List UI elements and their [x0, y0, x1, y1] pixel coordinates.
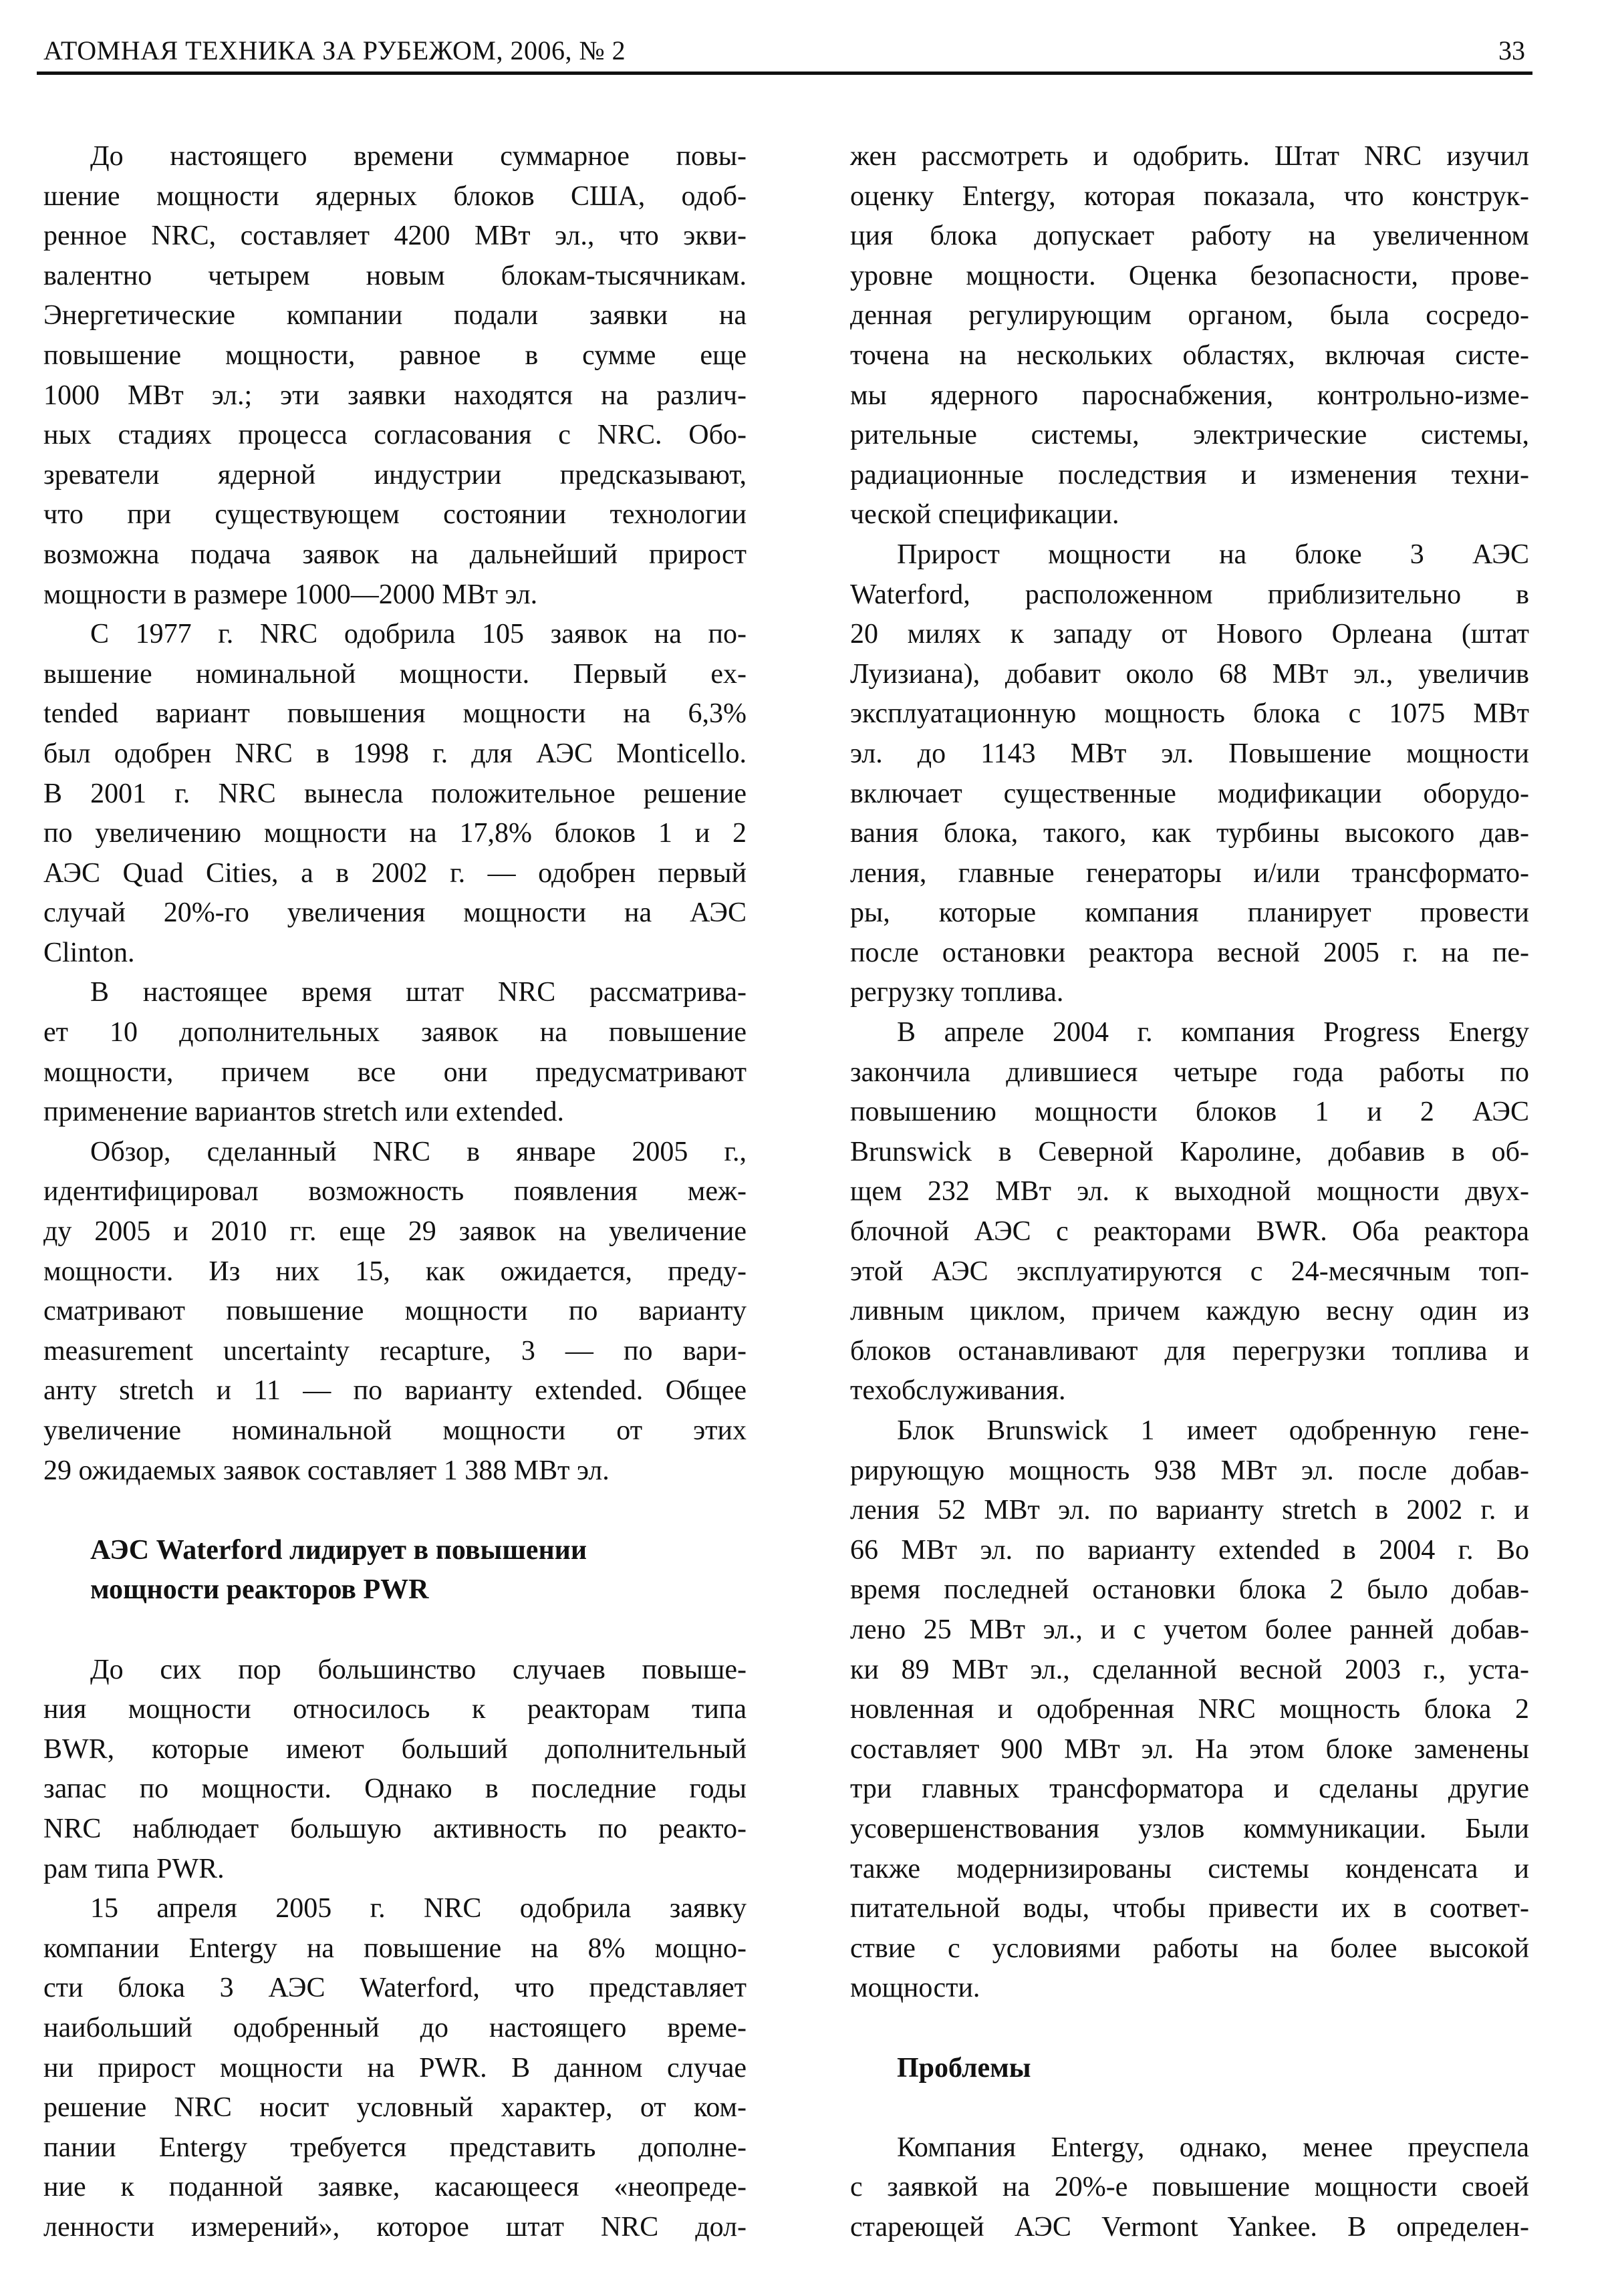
- section-heading: [850, 2049, 1529, 2089]
- text-line: что при существующем состоянии технологии: [43, 499, 747, 531]
- text-line: Компания Entergy, однако, менее преуспела: [897, 2132, 1529, 2163]
- text-line: Луизиана), добавит около 68 МВт эл., увеличив: [850, 658, 1529, 690]
- text-line: время последней остановки блока 2 было добав-: [850, 1574, 1529, 1606]
- text-line: мощности в размере 1000—2000 МВт эл.: [43, 579, 538, 610]
- text-line: рам типа PWR.: [43, 1853, 225, 1884]
- text-line: мощности.: [850, 1973, 980, 2004]
- text-line: три главных трансформатора и сделаны другие: [850, 1773, 1529, 1805]
- paragraph: [43, 973, 747, 1132]
- left-column: [43, 137, 747, 2247]
- text-line: ция блока допускает работу на увеличенном: [850, 221, 1529, 252]
- text-line: блочной АЭС с реакторами BWR. Оба реактора: [850, 1216, 1529, 1248]
- text-line: увеличение номинальной мощности от этих: [43, 1415, 747, 1446]
- text-line: В 2001 г. NRC вынесла положительное решение: [43, 778, 747, 809]
- text-line: случай 20%-го увеличения мощности на АЭС: [43, 897, 747, 929]
- text-line: эл. до 1143 МВт эл. Повышение мощности: [850, 738, 1529, 769]
- text-line: компании Entergy на повышение на 8% мощно-: [43, 1932, 747, 1964]
- text-line: составляет 900 МВт эл. На этом блоке заменены: [850, 1733, 1529, 1765]
- text-line: До настоящего времени суммарное повы-: [90, 141, 747, 172]
- text-line: ет 10 дополнительных заявок на повышение: [43, 1017, 747, 1048]
- text-line: Энергетические компании подали заявки на: [43, 300, 747, 331]
- text-line: NRC наблюдает большую активность по реакто-: [43, 1813, 747, 1844]
- paragraph: [850, 1411, 1529, 2009]
- text-line: Прирост мощности на блоке 3 АЭС: [897, 539, 1529, 570]
- text-line: ления 52 МВт эл. по варианту stretch в 2002 г. и: [850, 1495, 1529, 1526]
- text-line: усовершенствования узлов коммуникации. Были: [850, 1813, 1529, 1844]
- text-line: с заявкой на 20%-е повышение мощности своей: [850, 2172, 1529, 2203]
- text-line: точена на нескольких областях, включая систе-: [850, 339, 1529, 371]
- text-line: 1000 МВт эл.; эти заявки находятся на различ-: [43, 380, 747, 411]
- text-line: лено 25 МВт эл., и с учетом более ранней добав-: [850, 1614, 1529, 1645]
- text-line: применение вариантов stretch или extended.: [43, 1097, 564, 1128]
- text-line: вания блока, такого, как турбины высокого дав-: [850, 818, 1529, 849]
- text-line: Brunswick в Северной Каролине, добавив в об-: [850, 1136, 1529, 1167]
- text-line: 20 милях к западу от Нового Орлеана (штат: [850, 619, 1529, 650]
- text-line: был одобрен NRC в 1998 г. для АЭС Monticello.: [43, 738, 747, 769]
- text-line: рирующую мощность 938 МВт эл. после добав-: [850, 1455, 1529, 1486]
- text-line: В апреле 2004 г. компания Progress Energy: [897, 1017, 1529, 1048]
- paragraph: [43, 1651, 747, 1890]
- text-line: решение NRC носит условный характер, от ком-: [43, 2092, 747, 2124]
- text-line: питательной воды, чтобы привести их в соответ-: [850, 1893, 1529, 1924]
- text-line: валентно четырем новым блокам-тысячникам.: [43, 260, 747, 291]
- text-line: стареющей АЭС Vermont Yankee. В определен-: [850, 2211, 1529, 2243]
- text-line: повышение мощности, равное в сумме еще: [43, 339, 747, 371]
- text-line: Блок Brunswick 1 имеет одобренную гене-: [897, 1415, 1529, 1446]
- text-line: включает существенные модификации оборудо-: [850, 778, 1529, 809]
- text-line: measurement uncertainty recapture, 3 — по вари-: [43, 1335, 747, 1367]
- header-rule: [37, 71, 1532, 75]
- text-line: Waterford, расположенном приблизительно в: [850, 579, 1529, 610]
- text-line: ки 89 МВт эл., сделанной весной 2003 г., уста-: [850, 1654, 1529, 1685]
- text-line: также модернизированы системы конденсата и: [850, 1853, 1529, 1884]
- text-line: оценку Entergy, которая показала, что конструк-: [850, 180, 1529, 212]
- text-line: ствие с условиями работы на более высокой: [850, 1932, 1529, 1964]
- text-line: мы ядерного пароснабжения, контрольно-изме-: [850, 380, 1529, 411]
- text-line: ду 2005 и 2010 гг. еще 29 заявок на увеличение: [43, 1216, 747, 1248]
- text-line: ления, главные генераторы и/или трансформато-: [850, 857, 1529, 889]
- text-line: В настоящее время штат NRC рассматрива-: [90, 977, 747, 1008]
- text-line: ленности измерений», которое штат NRC дол-: [43, 2211, 747, 2243]
- text-line: закончила длившиеся четыре года работы по: [850, 1056, 1529, 1088]
- text-line: наибольший одобренный до настоящего време-: [43, 2012, 747, 2043]
- journal-running-title: АТОМНАЯ ТЕХНИКА ЗА РУБЕЖОМ, 2006, № 2: [43, 35, 626, 65]
- text-line: мощности. Из них 15, как ожидается, преду-: [43, 1256, 747, 1287]
- text-line: Обзор, сделанный NRC в январе 2005 г.,: [90, 1136, 747, 1167]
- text-line: ры, которые компания планирует провести: [850, 897, 1529, 929]
- paragraph: [850, 2128, 1529, 2248]
- text-line: новленная и одобренная NRC мощность блока 2: [850, 1694, 1529, 1725]
- section-heading: [43, 1531, 747, 1610]
- heading-line: мощности реакторов PWR: [90, 1574, 429, 1606]
- text-line: мощности, причем все они предусматривают: [43, 1056, 747, 1088]
- right-column: [850, 137, 1529, 2247]
- text-line: эксплуатационную мощность блока с 1075 МВт: [850, 698, 1529, 730]
- paragraph: [850, 137, 1529, 535]
- text-line: АЭС Quad Cities, а в 2002 г. — одобрен первый: [43, 857, 747, 889]
- text-line: блоков останавливают для перегрузки топлива и: [850, 1335, 1529, 1367]
- page-number: 33: [1498, 35, 1525, 65]
- text-line: ных стадиях процесса согласования с NRC. Обо-: [43, 420, 747, 451]
- text-line: повышению мощности блоков 1 и 2 АЭС: [850, 1097, 1529, 1128]
- paragraph: [43, 1889, 747, 2247]
- text-line: BWR, которые имеют больший дополнительный: [43, 1733, 747, 1765]
- text-line: Clinton.: [43, 937, 135, 968]
- paragraph: [850, 1013, 1529, 1411]
- text-line: по увеличению мощности на 17,8% блоков 1 и 2: [43, 818, 747, 849]
- text-line: анту stretch и 11 — по варианту extended. Общее: [43, 1375, 747, 1407]
- text-line: возможна подача заявок на дальнейший прирост: [43, 539, 747, 570]
- text-line: этой АЭС эксплуатируются с 24-месячным топ-: [850, 1256, 1529, 1287]
- text-line: шение мощности ядерных блоков США, одоб-: [43, 180, 747, 212]
- text-line: зреватели ядерной индустрии предсказывают,: [43, 459, 747, 490]
- text-line: запас по мощности. Однако в последние годы: [43, 1773, 747, 1805]
- text-line: ни прирост мощности на PWR. В данном случае: [43, 2052, 747, 2084]
- text-line: техобслуживания.: [850, 1375, 1066, 1407]
- text-line: ренное NRC, составляет 4200 МВт эл., что экви-: [43, 221, 747, 252]
- text-line: регрузку топлива.: [850, 977, 1064, 1008]
- text-line: денная регулирующим органом, была сосредо-: [850, 300, 1529, 331]
- text-line: жен рассмотреть и одобрить. Штат NRC изучил: [850, 141, 1529, 172]
- text-line: 66 МВт эл. по варианту extended в 2004 г. Во: [850, 1534, 1529, 1566]
- text-line: До сих пор большинство случаев повыше-: [90, 1654, 747, 1685]
- paragraph: [43, 1133, 747, 1491]
- text-line: tended вариант повышения мощности на 6,3%: [43, 698, 747, 730]
- text-line: сти блока 3 АЭС Waterford, что представляет: [43, 1973, 747, 2004]
- paragraph: [850, 535, 1529, 1013]
- text-line: ния мощности относилось к реакторам типа: [43, 1694, 747, 1725]
- text-line: С 1977 г. NRC одобрила 105 заявок на по-: [90, 619, 747, 650]
- text-line: рительные системы, электрические системы,: [850, 420, 1529, 451]
- text-line: ливным циклом, причем каждую весну один из: [850, 1296, 1529, 1327]
- paragraph: [43, 137, 747, 615]
- paragraph: [43, 615, 747, 973]
- text-line: 15 апреля 2005 г. NRC одобрила заявку: [90, 1893, 747, 1924]
- text-line: 29 ожидаемых заявок составляет 1 388 МВт эл.: [43, 1455, 610, 1486]
- text-line: радиационные последствия и изменения техни-: [850, 459, 1529, 490]
- text-line: после остановки реактора весной 2005 г. на пе-: [850, 937, 1529, 968]
- heading-line: АЭС Waterford лидирует в повышении: [90, 1534, 587, 1566]
- text-line: уровне мощности. Оценка безопасности, прове-: [850, 260, 1529, 291]
- text-line: сматривают повышение мощности по варианту: [43, 1296, 747, 1327]
- text-line: вышение номинальной мощности. Первый ex-: [43, 658, 747, 690]
- text-line: ческой спецификации.: [850, 499, 1119, 531]
- text-line: идентифицировал возможность появления меж-: [43, 1176, 747, 1207]
- text-line: пании Entergy требуется представить дополне-: [43, 2132, 747, 2163]
- heading-line: Проблемы: [897, 2052, 1031, 2084]
- text-line: ние к поданной заявке, касающееся «неопреде-: [43, 2172, 747, 2203]
- text-line: щем 232 МВт эл. к выходной мощности двух-: [850, 1176, 1529, 1207]
